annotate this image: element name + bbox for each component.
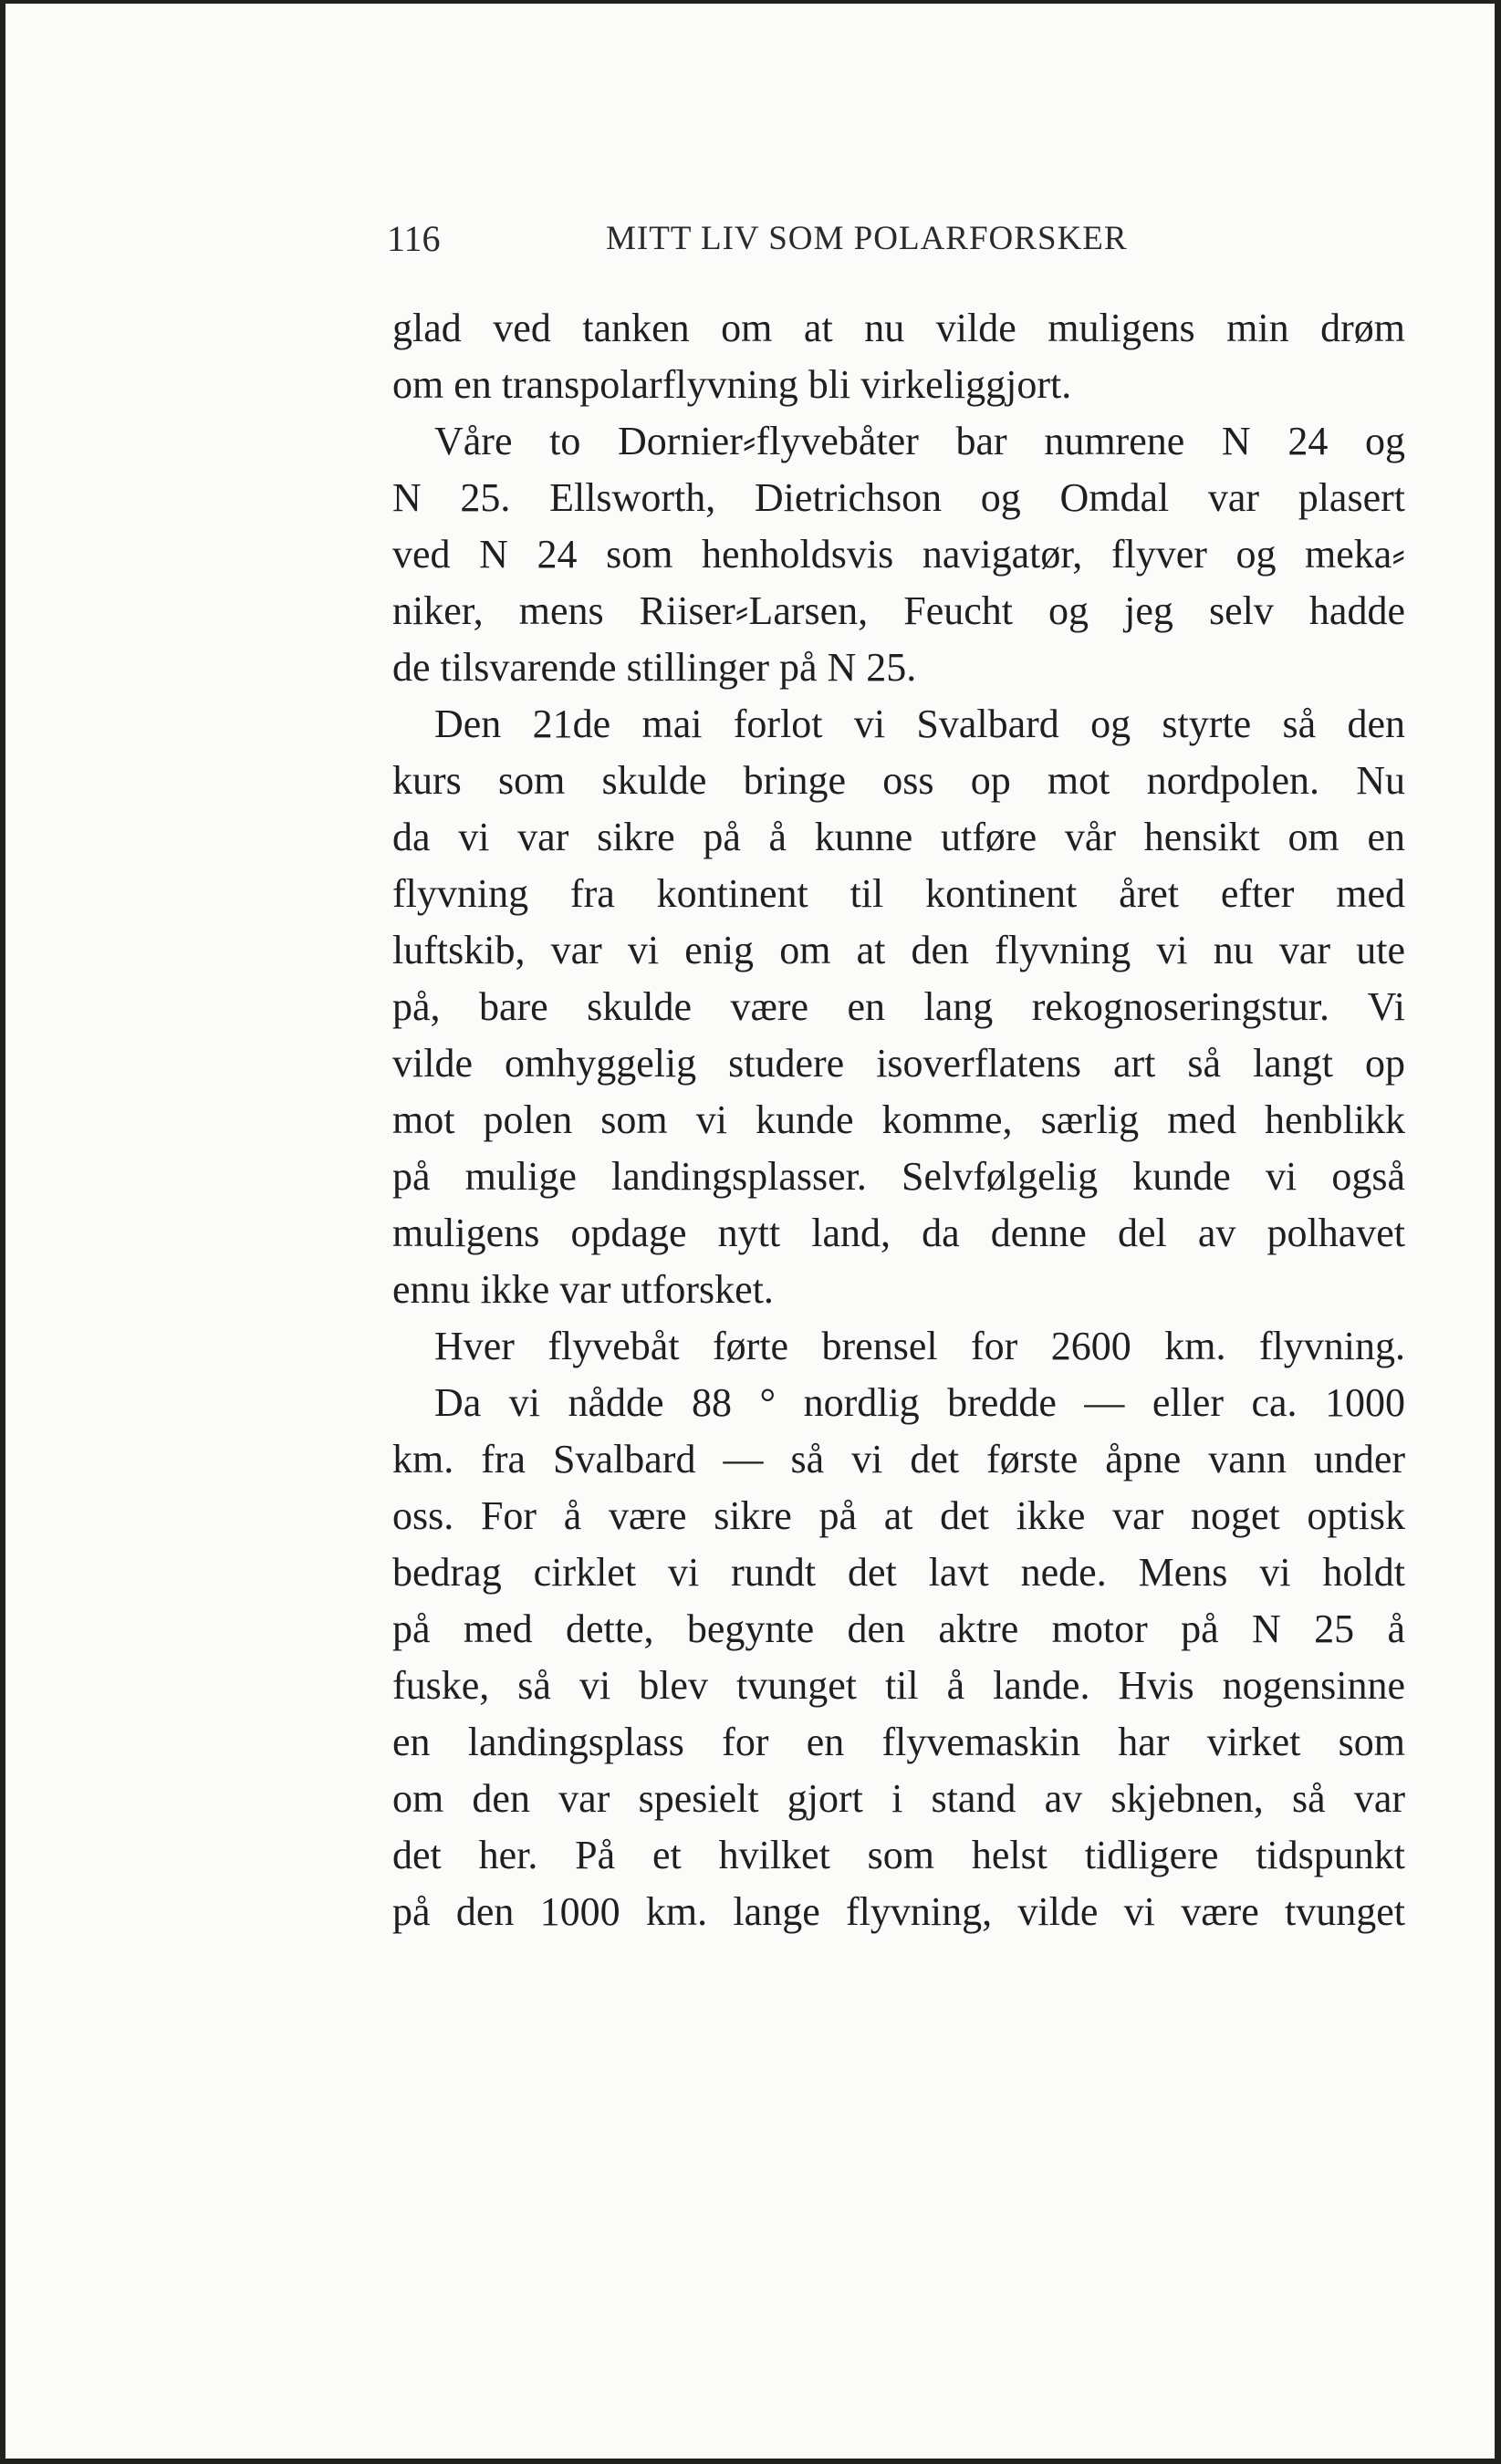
running-title: MITT LIV SOM POLARFORSKER (606, 220, 1128, 257)
text-line: luftskib, var vi enig om at den flyvning vi nu var ute (392, 928, 1405, 972)
text-line: kurs som skulde bringe oss op mot nordpolen. Nu (392, 758, 1405, 803)
text-line: det her. På et hvilket som helst tidligere tidspunkt (392, 1833, 1405, 1877)
text-line: da vi var sikre på å kunne utføre vår hensikt om en (392, 815, 1405, 859)
text-line: bedrag cirklet vi rundt det lavt nede. Mens vi holdt (392, 1550, 1405, 1595)
text-line: vilde omhyggelig studere isoverflatens art så langt op (392, 1041, 1405, 1086)
text-line: på mulige landingsplasser. Selvfølgelig kunde vi også (392, 1154, 1405, 1199)
text-line: om den var spesielt gjort i stand av skjebnen, så var (392, 1776, 1405, 1821)
text-line: muligens opdage nytt land, da denne del av polhavet (392, 1211, 1405, 1255)
text-line: mot polen som vi kunde komme, særlig med henblikk (392, 1097, 1405, 1142)
text-line: om en transpolarflyvning bli virkeliggjort. (392, 362, 1072, 407)
text-line: oss. For å være sikre på at det ikke var noget optisk (392, 1493, 1405, 1538)
text-line: ved N 24 som henholdsvis navigatør, flyver og meka⸗ (392, 532, 1405, 577)
text-line: glad ved tanken om at nu vilde muligens min drøm (392, 306, 1405, 350)
book-page (5, 4, 1495, 2459)
text-line: fuske, så vi blev tvunget til å lande. Hvis nogensinne (392, 1663, 1405, 1708)
running-head (387, 212, 1409, 266)
text-line: på den 1000 km. lange flyvning, vilde vi være tvunget (392, 1889, 1405, 1934)
text-line: ennu ikke var utforsket. (392, 1267, 774, 1312)
text-line: flyvning fra kontinent til kontinent året efter med (392, 871, 1405, 916)
page-number: 116 (387, 218, 441, 259)
text-line: på, bare skulde være en lang rekognoseringstur. Vi (392, 984, 1405, 1029)
text-line: Hver flyvebåt førte brensel for 2600 km. flyvning. (434, 1324, 1405, 1368)
text-line: de tilsvarende stillinger på N 25. (392, 645, 917, 690)
text-line: Våre to Dornier⸗flyvebåter bar numrene N 24 og (434, 419, 1405, 463)
text-line: km. fra Svalbard — så vi det første åpne vann under (392, 1437, 1405, 1482)
text-line: en landingsplass for en flyvemaskin har virket som (392, 1720, 1405, 1764)
body-text (392, 300, 1405, 1940)
text-line: Da vi nådde 88 ° nordlig bredde — eller ca. 1000 (434, 1380, 1405, 1425)
text-line: på med dette, begynte den aktre motor på N 25 å (392, 1606, 1405, 1651)
text-line: N 25. Ellsworth, Dietrichson og Omdal var plasert (392, 475, 1405, 520)
text-line: Den 21de mai forlot vi Svalbard og styrte så den (434, 702, 1405, 746)
text-line: niker, mens Riiser⸗Larsen, Feucht og jeg selv hadde (392, 588, 1405, 633)
